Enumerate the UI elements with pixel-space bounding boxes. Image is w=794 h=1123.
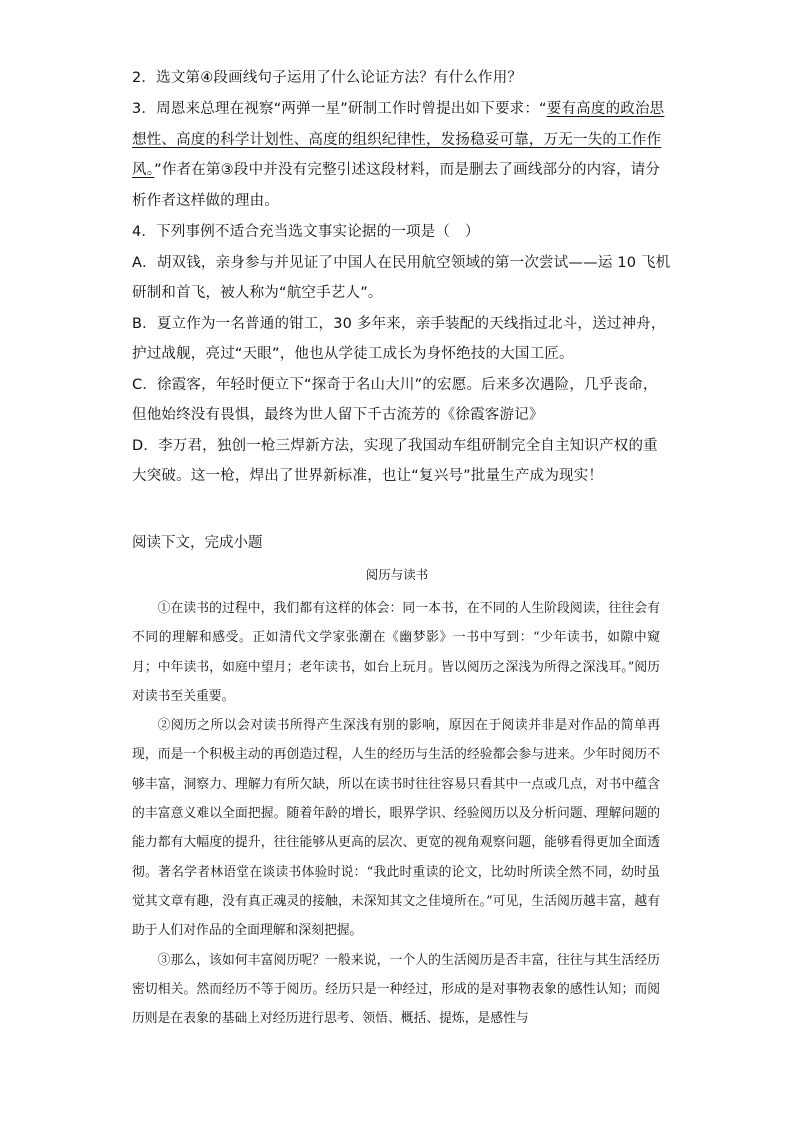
essay-body [132,594,660,1033]
option-c: C．徐霞客，年轻时便立下“探奇于名山大川”的宏愿。后来多次遇险，几乎丧命，但他始终没有畏惧，最终为世人留下千古流芳的《徐霞客游记》 [132,376,658,423]
option-d: D．李万君，独创一枪三焊新方法，实现了我国动车组研制完全自主知识产权的重大突破。这一枪，焊出了世界新标准，也让“复兴号”批量生产成为现实！ [132,437,658,484]
question-3 [132,94,672,216]
essay-paragraph-3: ③那么，该如何丰富阅历呢？一般来说，一个人的生活阅历是否丰富，往往与其生活经历密切相关。然而经历不等于阅历。经历只是一种经过，形成的是对事物表象的感性认知；而阅历则是在表象的基础上对经历进行思考、领悟、概括、提炼，是感性与 [132,952,660,1027]
question-4-text: 4．下列事例不适合充当选文事实论据的一项是（ ） [132,224,480,240]
underlined-quote-part-1: 要有高度的政治思想性、 [132,101,665,148]
question-2 [132,63,672,94]
question-3-text [132,94,672,216]
question-2-text: 2．选文第④段画线句子运用了什么论证方法？有什么作用？ [132,70,523,86]
option-a: A．胡双钱，亲身参与并见证了中国人在民用航空领域的第一次尝试——运 10 飞机研制和首飞，被人称为“航空手艺人”。 [132,254,671,301]
essay-paragraph-1: ①在读书的过程中，我们都有这样的体会：同一本书，在不同的人生阶段阅读，往往会有不同的理解和感受。正如清代文学家张潮在《幽梦影》一书中写到：“少年读书，如隙中窥月；中年读书，如庭中望月；老年读书，如台上玩月。皆以阅历之深浅为所得之深浅耳。”阅历对读书至关重要。 [132,601,660,704]
option-b: B．夏立作为一名普通的钳工，30 多年来，亲手装配的天线指过北斗，送过神舟，护过战舰，亮过“天眼”，他也从学徒工成长为身怀绝技的大国工匠。 [132,315,666,362]
question-3-lead: 3．周恩来总理在视察“两弹一星”研制工作时曾提出如下要求：“ [132,101,547,117]
question-4 [132,217,672,492]
essay-title: 阅历与读书 [365,567,429,582]
question-3-tail: ”作者在第③段中并没有完整引述这段材料，而是删去了画线部分的内容，请分析作者这样做的理由。 [132,162,661,209]
essay-paragraph-2: ②阅历之所以会对读书所得产生深浅有别的影响，原因在于阅读并非是对作品的简单再现，而是一个积极主动的再创造过程，人生的经历与生活的经验都会参与进来。少年时阅历不够丰富，洞察力、理解力有所欠缺，所以在读书时往往容易只看其中一点或几点，对书中蕴含的丰富意义难以全面把握。随着年龄的增长，眼界学识、经验阅历以及分析问题、理解问题的能力都有大幅度的提升，往往能够从更高的层次、更宽的视角观察问题，能够看得更加全面透彻。著名学者林语堂在谈读书体验时说：“我此时重读的论文，比幼时所读全然不同，幼时虽觉其文章有趣，没有真正魂灵的接触，未深知其文之佳境所在。”可见，生活阅历越丰富，越有助于人们对作品的全面理解和深刻把握。 [132,718,660,939]
reading-instruction: 阅读下文，完成小题 [132,535,263,551]
underlined-quote-part-2: 高度的科学计划性、高度的组织纪律性，发扬稳妥可靠，万无一失的工作作风。 [132,131,662,178]
